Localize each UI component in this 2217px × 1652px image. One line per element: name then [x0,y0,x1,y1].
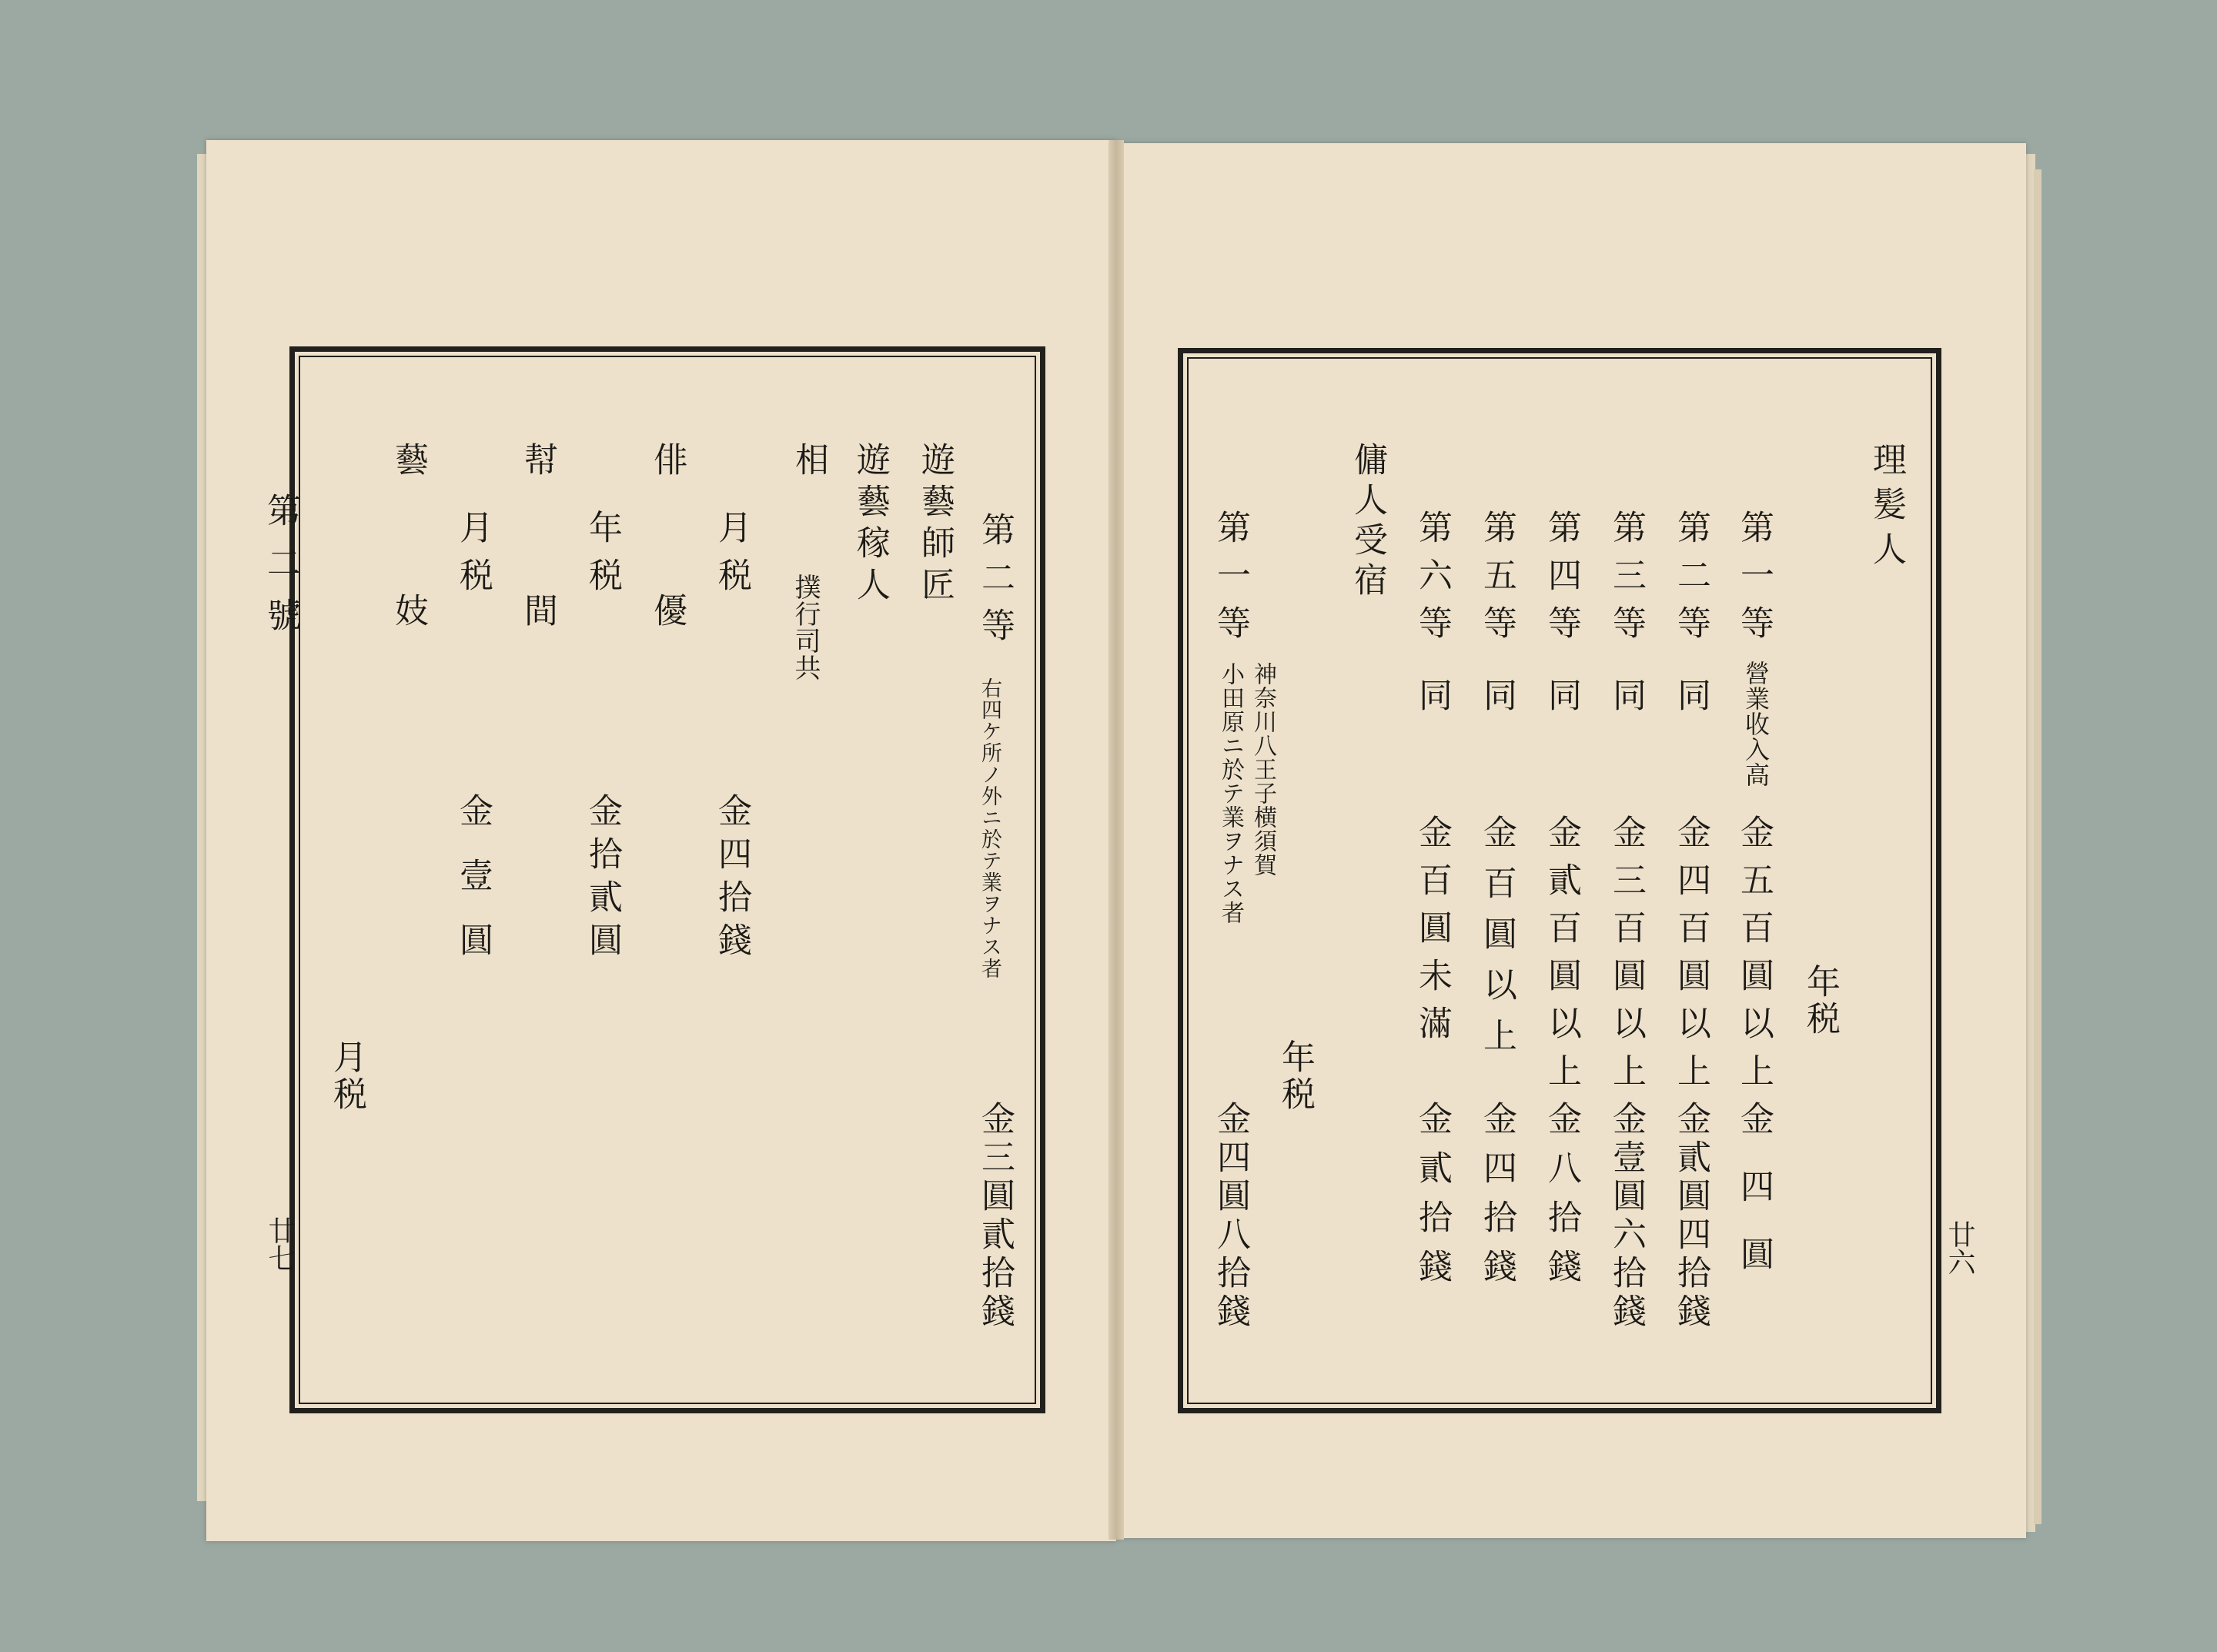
grade-label: 第三等 [1607,510,1646,653]
lodging-grade: 第一等 [1211,510,1250,653]
book-spine [1108,140,1124,1540]
item-name: 遊藝稼人 [851,442,890,608]
grade-threshold: 金五百圓以上 [1734,814,1774,1101]
margin-title: 第二號 [261,493,300,650]
item-name: 幇 [518,442,557,490]
grade-basis: 營業收入高 [1741,660,1771,788]
grade-tax: 金貳拾錢 [1413,1101,1452,1298]
grade-threshold: 金貳百圓以上 [1542,814,1581,1101]
grade-tax: 金 四 圓 [1734,1101,1774,1270]
grade-basis: 同 [1413,677,1452,725]
lodging-title: 傭人受宿 [1348,442,1387,602]
lodging-tax: 金四圓八拾錢 [1211,1101,1250,1332]
grade-tax: 金貳圓四拾錢 [1671,1101,1710,1332]
item-name: 藝 [389,442,428,490]
grade-basis: 同 [1607,677,1646,725]
grade-threshold: 金百圓未滿 [1413,814,1452,1053]
grade-threshold: 金四百圓以上 [1671,814,1710,1101]
second-grade-label: 第二等 [975,512,1015,655]
item-tax: 金壹圓 [453,793,493,987]
item-tax-label: 月税 [712,510,751,605]
item-note: 妓 [389,593,428,640]
grade-threshold: 金百圓以上 [1477,814,1516,1068]
grade-basis: 同 [1542,677,1581,725]
grade-label: 第一等 [1734,510,1774,653]
second-grade-tax: 金三圓貳拾錢 [975,1101,1015,1332]
grade-label: 第五等 [1477,510,1516,653]
section-title: 理髪人 [1867,442,1906,576]
item-note: 撲行司共 [790,574,821,681]
second-grade-note: 右四ケ所ノ外ニ於テ業ヲナス者 [978,677,1001,979]
item-tax-label: 年税 [583,510,622,605]
footer-label: 月税 [327,1039,366,1113]
grade-label: 第六等 [1413,510,1452,653]
lodging-tax-label: 年税 [1276,1039,1315,1113]
grade-tax: 金八拾錢 [1542,1101,1581,1298]
lodging-note-line1: 神奈川八王子横須賀 [1249,662,1276,877]
item-note: 間 [518,593,557,640]
page-edge [2034,169,2041,1524]
lodging-note-line2: 小田原ニ於テ業ヲナス者 [1217,662,1244,925]
item-name: 相 [789,442,828,490]
header-annual-tax: 年税 [1801,964,1840,1038]
item-name: 俳 [647,442,687,490]
grade-label: 第二等 [1671,510,1710,653]
left-page-number: 廿七 [264,1216,296,1272]
grade-tax: 金壹圓六拾錢 [1607,1101,1646,1332]
grade-label: 第四等 [1542,510,1581,653]
item-name: 遊藝師匠 [915,442,955,608]
item-tax: 金拾貳圓 [583,793,622,965]
item-tax: 金四拾錢 [712,793,751,965]
grade-threshold: 金三百圓以上 [1607,814,1646,1101]
right-page-number: 廿六 [1944,1220,1975,1276]
grade-tax: 金四拾錢 [1477,1101,1516,1298]
grade-basis: 同 [1477,677,1516,725]
grade-basis: 同 [1671,677,1710,725]
item-tax-label: 月税 [453,510,493,605]
item-note: 優 [647,593,687,640]
